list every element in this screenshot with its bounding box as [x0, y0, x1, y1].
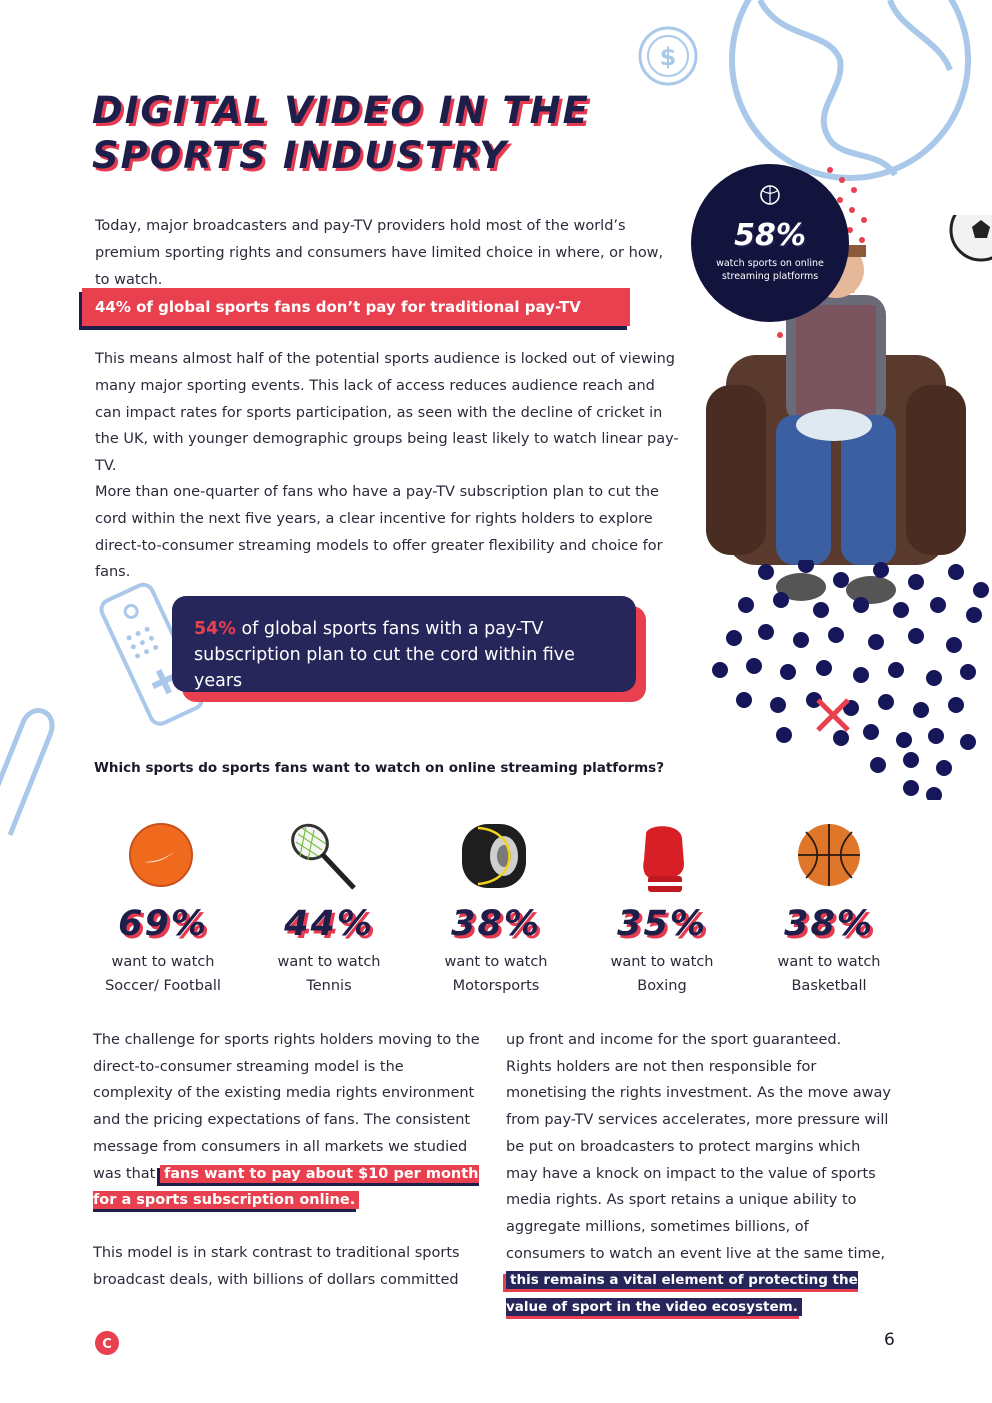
left-column-body: The challenge for sports rights holders moving to the direct-to-consumer streaming model is the complexity of the existing media rights environment and the pricing expectations of fans. The consistent message from consumers in all markets we studied was that — [93, 1032, 480, 1182]
page-number: 6 — [884, 1330, 895, 1350]
soccer-ball-icon — [128, 822, 194, 888]
svg-text:$: $ — [659, 43, 677, 71]
badge-value: 58% — [734, 218, 806, 253]
halftone-dots — [706, 560, 992, 800]
sport-percent: 69% — [118, 904, 208, 944]
cord-cutting-stat-box — [172, 596, 636, 692]
right-column — [506, 1027, 891, 1321]
tennis-racket-icon — [288, 822, 358, 892]
left-column — [93, 1027, 488, 1293]
stat-box-text: of global sports fans with a pay-TV subscription plan to cut the cord within five years — [194, 619, 575, 691]
right-column-text — [506, 1027, 891, 1321]
ball-icon — [759, 184, 781, 206]
stat-box-percent: 54% — [194, 619, 236, 639]
body-paragraph-2: More than one-quarter of fans who have a pay-TV subscription plan to cut the cord within the next five years, a clear incentive for rights holders to explore direct-to-consumer streaming models to offer greater flexibility and choice for fans. — [95, 484, 663, 581]
right-column-highlight: this remains a vital element of protecting the value of sport in the video ecosystem. — [506, 1272, 858, 1316]
sport-label-line1: want to watch — [777, 954, 881, 970]
badge-caption: watch sports on online streaming platforms — [716, 258, 824, 282]
sport-label-line1: want to watch — [277, 954, 381, 970]
sport-label-line1: want to watch — [610, 954, 714, 970]
sport-label-line1: want to watch — [444, 954, 548, 970]
sport-percent: 38% — [451, 904, 541, 944]
intro-paragraph: Today, major broadcasters and pay-TV providers hold most of the world’s premium sporting rights and consumers have limited choice in where, or how, to watch. — [95, 218, 664, 288]
tyre-icon — [458, 820, 530, 892]
paperclip-icon — [0, 705, 70, 845]
sport-label-line1: want to watch — [111, 954, 215, 970]
sport-stat-soccer — [78, 904, 248, 998]
sport-stat-basketball — [744, 904, 914, 998]
right-column-body: up front and income for the sport guaranteed. Rights holders are not then responsible for monetising the rights investment. As the move away from pay-TV services accelerates, more pressure will be put on broadcasters to protect margins which may have a knock on impact to the value of sports media rights. As sport retains a unique ability to aggregate millions, sometimes billions, of consumers to watch an event live at the same time, — [506, 1032, 891, 1262]
highlight-banner: 44% of global sports fans don’t pay for traditional pay-TV services. — [82, 288, 630, 326]
left-column-text-2: This model is in stark contrast to traditional sports broadcast deals, with billions of dollars committed — [93, 1244, 460, 1288]
left-column-text — [93, 1027, 488, 1214]
sport-label-line2: Motorsports — [452, 978, 540, 994]
sport-stat-tennis — [244, 904, 414, 998]
brand-logo-icon — [94, 1330, 120, 1356]
boxing-glove-icon — [636, 824, 692, 894]
left-column-highlight: fans want to pay about $10 per month for a sports subscription online. — [93, 1165, 479, 1209]
streaming-stat-badge — [691, 164, 849, 322]
logo-letter: C — [102, 1337, 112, 1352]
page-title: DIGITAL VIDEO IN THE SPORTS INDUSTRY — [92, 89, 590, 177]
sport-percent: 38% — [784, 904, 874, 944]
dollar-coin-icon — [636, 24, 700, 88]
sport-percent: 44% — [284, 904, 374, 944]
sports-question: Which sports do sports fans want to watch on online streaming platforms? — [94, 760, 665, 776]
sport-stat-boxing — [577, 904, 747, 998]
body-paragraph-1: This means almost half of the potential sports audience is locked out of viewing many major sporting events. This lack of access reduces audience reach and can impact rates for sports participation, as seen with the decline of cricket in the UK, with younger demographic groups being least likely to watch linear pay-TV. — [95, 351, 679, 475]
sport-label-line2: Basketball — [791, 978, 867, 994]
sport-percent: 35% — [617, 904, 707, 944]
basketball-icon — [796, 822, 862, 888]
sport-label-line2: Soccer/ Football — [105, 978, 221, 994]
sport-label-line2: Boxing — [637, 978, 687, 994]
sport-label-line2: Tennis — [306, 978, 352, 994]
sport-stat-motorsports — [411, 904, 581, 998]
